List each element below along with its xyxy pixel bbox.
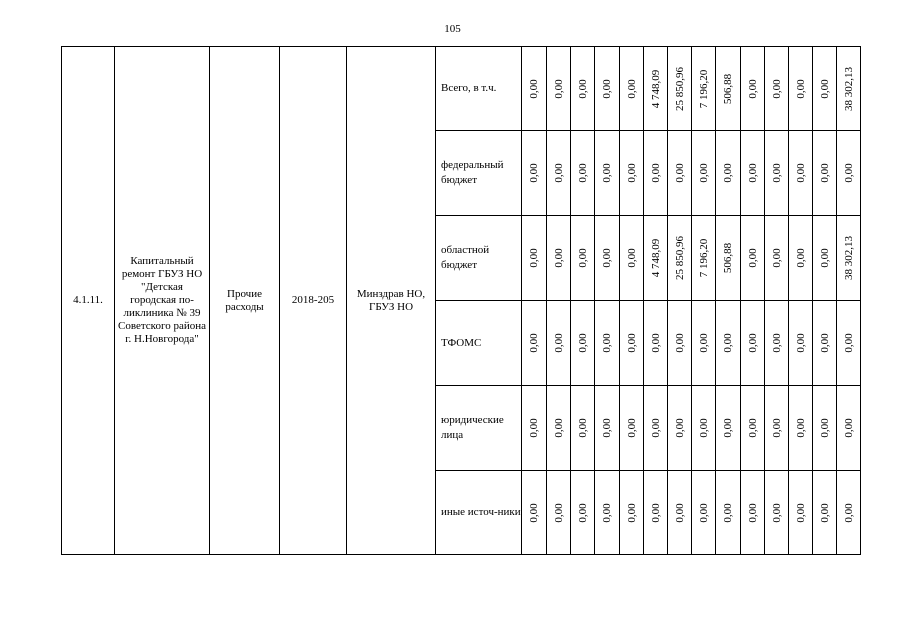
amount-value: 0,00 [649, 502, 662, 523]
amount-value: 0,00 [552, 163, 565, 183]
executor-cell [347, 47, 436, 555]
value-cell [522, 131, 547, 216]
value-cell [837, 216, 861, 301]
value-cell [837, 386, 861, 471]
amount-value: 7 196,20 [697, 69, 710, 108]
amount-value: 0,00 [794, 163, 807, 183]
value-cell [789, 131, 813, 216]
executor: Минздрав НО, ГБУЗ НО [356, 287, 426, 313]
amount-value: 0,00 [576, 163, 589, 183]
value-cell [595, 301, 620, 386]
amount-value: 0,00 [625, 333, 638, 353]
amount-value: 0,00 [746, 502, 759, 523]
value-cell [716, 47, 741, 131]
amount-value: 0,00 [794, 78, 807, 99]
amount-value: 0,00 [818, 333, 831, 353]
value-cell [571, 471, 595, 555]
amount-value: 506,88 [722, 242, 734, 274]
value-cell [571, 216, 595, 301]
value-cell [837, 131, 861, 216]
amount-value: 0,00 [673, 163, 686, 183]
value-cell [668, 216, 692, 301]
value-cell [692, 301, 716, 386]
amount-value: 0,00 [649, 418, 662, 438]
value-cell [765, 471, 789, 555]
amount-value: 4 748,09 [649, 69, 662, 108]
amount-value: 38 302,13 [842, 66, 855, 111]
value-cell [522, 301, 547, 386]
amount-value: 25 850,96 [673, 236, 686, 280]
funding-source: ТФОМС [436, 301, 522, 386]
amount-value: 0,00 [528, 78, 540, 99]
value-cell [765, 47, 789, 131]
item-name-cell [115, 47, 210, 555]
value-cell [716, 471, 741, 555]
amount-value: 0,00 [576, 502, 589, 523]
implementation-period: 2018-205 [291, 294, 335, 306]
value-cell [813, 386, 837, 471]
amount-value: 0,00 [770, 248, 783, 268]
amount-value: 0,00 [601, 78, 613, 99]
value-cell [837, 47, 861, 131]
value-cell [620, 47, 644, 131]
amount-value: 0,00 [528, 333, 540, 353]
amount-value: 0,00 [770, 163, 783, 183]
amount-value: 0,00 [601, 163, 613, 183]
amount-value: 0,00 [649, 333, 662, 353]
amount-value: 0,00 [818, 248, 831, 268]
amount-value: 0,00 [697, 333, 710, 353]
value-cell [644, 301, 668, 386]
value-cell [837, 471, 861, 555]
amount-value: 0,00 [576, 333, 589, 353]
amount-value: 0,00 [601, 333, 613, 353]
value-cell [522, 216, 547, 301]
value-cell [620, 301, 644, 386]
funding-source: федеральный бюджет [436, 131, 522, 216]
amount-value: 0,00 [722, 418, 734, 438]
value-cell [620, 216, 644, 301]
implementation-period-cell [280, 47, 347, 555]
value-cell [522, 471, 547, 555]
item-number-cell [62, 47, 115, 555]
amount-value: 0,00 [746, 163, 759, 183]
amount-value: 0,00 [794, 248, 807, 268]
amount-value: 0,00 [794, 333, 807, 353]
value-cell [789, 471, 813, 555]
value-cell [813, 216, 837, 301]
amount-value: 0,00 [794, 418, 807, 438]
value-cell [522, 47, 547, 131]
amount-value: 0,00 [528, 502, 540, 523]
amount-value: 506,88 [722, 73, 734, 104]
table-row [62, 47, 861, 131]
value-cell [789, 216, 813, 301]
amount-value: 0,00 [770, 502, 783, 523]
value-cell [813, 301, 837, 386]
amount-value: 0,00 [818, 502, 831, 523]
value-cell [547, 131, 571, 216]
value-cell [547, 301, 571, 386]
value-cell [571, 386, 595, 471]
value-cell [547, 216, 571, 301]
value-cell [716, 131, 741, 216]
amount-value: 0,00 [552, 418, 565, 438]
amount-value: 0,00 [601, 248, 613, 268]
item-name: Капитальный ремонт ГБУЗ НО "Детская городская по-ликлиника № 39 Советского района г. Н.Новгорода" [118, 255, 206, 345]
value-cell [644, 216, 668, 301]
amount-value: 7 196,20 [697, 238, 710, 278]
value-cell [668, 47, 692, 131]
value-cell [595, 216, 620, 301]
amount-value: 0,00 [697, 418, 710, 438]
value-cell [571, 131, 595, 216]
page-number: 105 [444, 23, 461, 35]
value-cell [789, 386, 813, 471]
funding-source: юридические лица [436, 386, 522, 471]
amount-value: 0,00 [818, 78, 831, 99]
value-cell [644, 386, 668, 471]
amount-value: 0,00 [746, 248, 759, 268]
value-cell [789, 47, 813, 131]
amount-value: 0,00 [601, 502, 613, 523]
value-cell [644, 131, 668, 216]
value-cell [716, 301, 741, 386]
value-cell [595, 471, 620, 555]
value-cell [595, 131, 620, 216]
amount-value: 0,00 [722, 163, 734, 183]
amount-value: 0,00 [625, 248, 638, 268]
amount-value: 0,00 [528, 418, 540, 438]
amount-value: 0,00 [552, 78, 565, 99]
expense-type-cell [210, 47, 280, 555]
value-cell [716, 386, 741, 471]
value-cell [692, 386, 716, 471]
item-number: 4.1.11. [73, 294, 103, 306]
amount-value: 0,00 [842, 163, 855, 183]
amount-value: 0,00 [746, 333, 759, 353]
amount-value: 25 850,96 [673, 66, 686, 111]
amount-value: 0,00 [818, 418, 831, 438]
value-cell [547, 386, 571, 471]
amount-value: 0,00 [722, 333, 734, 353]
amount-value: 0,00 [770, 78, 783, 99]
value-cell [716, 216, 741, 301]
amount-value: 0,00 [722, 502, 734, 523]
amount-value: 0,00 [770, 333, 783, 353]
amount-value: 4 748,09 [649, 238, 662, 278]
funding-source: областной бюджет [436, 216, 522, 301]
amount-value: 0,00 [818, 163, 831, 183]
value-cell [620, 471, 644, 555]
value-cell [741, 47, 765, 131]
value-cell [813, 131, 837, 216]
value-cell [668, 471, 692, 555]
amount-value: 0,00 [842, 333, 855, 353]
value-cell [692, 216, 716, 301]
amount-value: 0,00 [576, 78, 589, 99]
value-cell [668, 301, 692, 386]
value-cell [813, 471, 837, 555]
value-cell [644, 47, 668, 131]
value-cell [547, 471, 571, 555]
value-cell [595, 47, 620, 131]
value-cell [741, 131, 765, 216]
value-cell [692, 131, 716, 216]
expense-type: Прочие расходы [225, 287, 264, 313]
amount-value: 0,00 [842, 502, 855, 523]
amount-value: 0,00 [552, 248, 565, 268]
value-cell [741, 386, 765, 471]
amount-value: 0,00 [552, 502, 565, 523]
value-cell [620, 131, 644, 216]
value-cell [813, 47, 837, 131]
value-cell [837, 301, 861, 386]
amount-value: 0,00 [770, 418, 783, 438]
budget-table [61, 46, 861, 555]
value-cell [692, 471, 716, 555]
value-cell [692, 47, 716, 131]
funding-source: иные источ-ники [436, 471, 522, 555]
amount-value: 0,00 [528, 248, 540, 268]
amount-value: 0,00 [673, 333, 686, 353]
amount-value: 0,00 [625, 163, 638, 183]
value-cell [571, 47, 595, 131]
funding-source: Всего, в т.ч. [436, 47, 522, 131]
amount-value: 0,00 [697, 163, 710, 183]
value-cell [765, 301, 789, 386]
value-cell [741, 301, 765, 386]
value-cell [668, 386, 692, 471]
amount-value: 0,00 [601, 418, 613, 438]
amount-value: 38 302,13 [842, 236, 855, 280]
amount-value: 0,00 [673, 418, 686, 438]
value-cell [789, 301, 813, 386]
amount-value: 0,00 [625, 78, 638, 99]
amount-value: 0,00 [528, 163, 540, 183]
value-cell [644, 471, 668, 555]
amount-value: 0,00 [842, 418, 855, 438]
value-cell [547, 47, 571, 131]
value-cell [620, 386, 644, 471]
amount-value: 0,00 [746, 78, 759, 99]
value-cell [765, 216, 789, 301]
value-cell [741, 216, 765, 301]
amount-value: 0,00 [576, 418, 589, 438]
value-cell [522, 386, 547, 471]
amount-value: 0,00 [625, 502, 638, 523]
value-cell [741, 471, 765, 555]
amount-value: 0,00 [673, 502, 686, 523]
value-cell [765, 131, 789, 216]
amount-value: 0,00 [649, 163, 662, 183]
value-cell [595, 386, 620, 471]
value-cell [571, 301, 595, 386]
amount-value: 0,00 [625, 418, 638, 438]
amount-value: 0,00 [576, 248, 589, 268]
value-cell [668, 131, 692, 216]
value-cell [765, 386, 789, 471]
amount-value: 0,00 [746, 418, 759, 438]
amount-value: 0,00 [794, 502, 807, 523]
amount-value: 0,00 [697, 502, 710, 523]
amount-value: 0,00 [552, 333, 565, 353]
